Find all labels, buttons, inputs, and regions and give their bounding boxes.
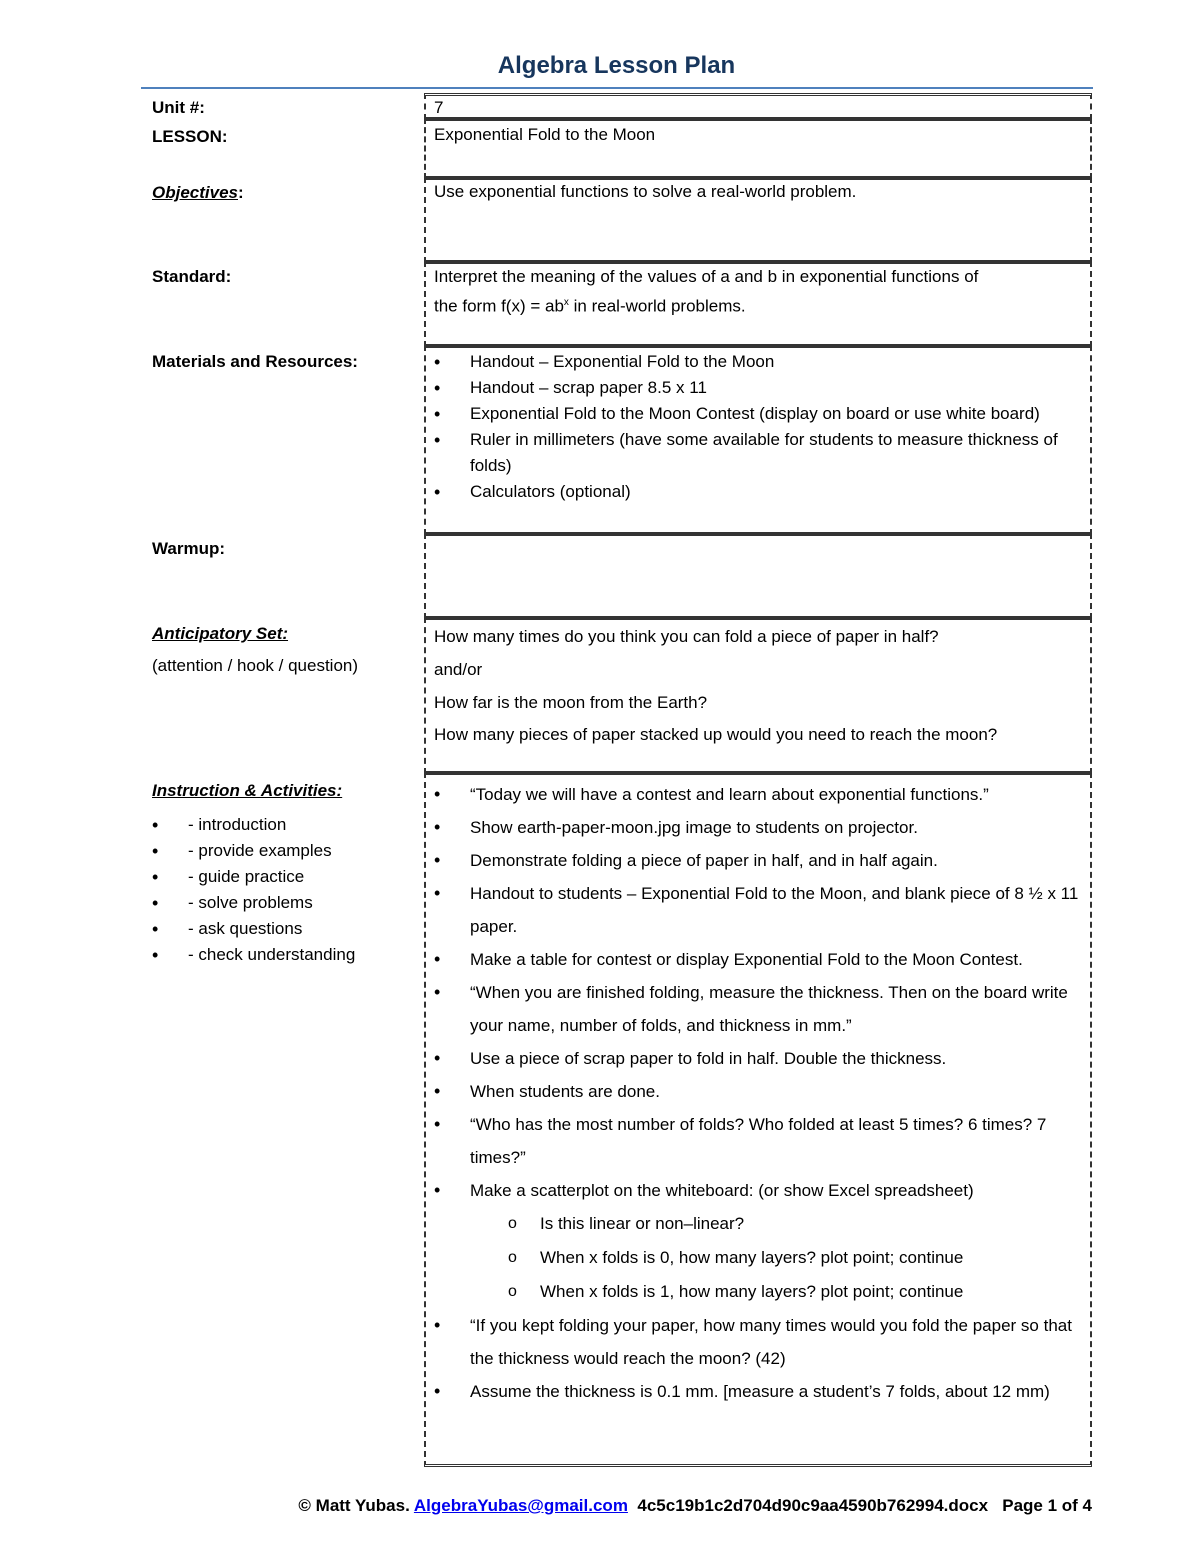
instruction-activities [434,778,1084,1408]
instruction-step: • - ask questions [152,916,402,942]
standard-superscript: x [563,297,569,308]
standard-value [434,264,1084,320]
warmup-box [424,533,1092,619]
warmup-label: Warmup: [152,539,226,558]
materials-item: • Handout – Exponential Fold to the Moon [434,349,1084,375]
activity-item: • Handout to students – Exponential Fold to the Moon, and blank piece of 8 ½ x 11 paper. [434,877,1084,943]
standard-line-2-post: in real-world problems. [568,296,746,316]
activity-item: • Make a table for contest or display Exponential Fold to the Moon Contest. [434,943,1084,976]
standard-line-2-pre: the form f(x) = ab [434,296,564,316]
activity-item: • Assume the thickness is 0.1 mm. [measure a student’s 7 folds, about 12 mm) [434,1375,1084,1408]
instruction-step: • - solve problems [152,890,402,916]
anticipatory-line: and/or [434,660,483,679]
page-footer [0,1496,1092,1516]
standard-line-1: Interpret the meaning of the values of a and b in exponential functions of [434,267,979,286]
footer-email-link[interactable]: AlgebraYubas@gmail.com [413,1496,628,1515]
objectives-label-text: Objectives [152,183,238,202]
anticipatory-sublabel: (attention / hook / question) [152,656,359,675]
objectives-value: Use exponential functions to solve a real-world problem. [434,182,857,201]
materials-item: • Exponential Fold to the Moon Contest (display on board or use white board) [434,401,1084,427]
unit-label: Unit #: [152,98,205,117]
standard-line-2 [434,290,1084,320]
instruction-steps [152,812,402,968]
instruction-step: • - provide examples [152,838,402,864]
activity-item: • Use a piece of scrap paper to fold in half. Double the thickness. [434,1042,1084,1075]
materials-label: Materials and Resources: [152,352,358,371]
instruction-label: Instruction & Activities: [152,781,343,800]
document-title: Algebra Lesson Plan [497,52,736,79]
anticipatory-line: How many times do you think you can fold a piece of paper in half? [434,627,939,646]
anticipatory-questions [434,620,1084,751]
lesson-value: Exponential Fold to the Moon [434,125,656,144]
activity-subitem: o When x folds is 0, how many layers? plot point; continue [434,1241,1084,1275]
activity-item: • “When you are finished folding, measure the thickness. Then on the board write your name, number of folds, and thickness in mm.” [434,976,1084,1042]
anticipatory-line: How far is the moon from the Earth? [434,693,708,712]
activity-subitem: o Is this linear or non–linear? [434,1207,1084,1241]
activity-item: • “If you kept folding your paper, how many times would you fold the paper so that the thickness would reach the moon? (42) [434,1309,1084,1375]
objectives-label-colon: : [238,183,244,202]
standard-label: Standard: [152,267,232,286]
footer-filename: 4c5c19b1c2d704d90c9aa4590b762994.docx [637,1496,989,1515]
activity-item: • Demonstrate folding a piece of paper in half, and in half again. [434,844,1084,877]
materials-item: • Handout – scrap paper 8.5 x 11 [434,375,1084,401]
lesson-label: LESSON: [152,127,228,146]
anticipatory-line: How many pieces of paper stacked up would you need to reach the moon? [434,725,998,744]
activity-item: • “Today we will have a contest and learn about exponential functions.” [434,778,1084,811]
instruction-step: • - introduction [152,812,402,838]
materials-item: • Ruler in millimeters (have some available for students to measure thickness of folds) [434,427,1084,479]
activity-item: • When students are done. [434,1075,1084,1108]
instruction-step: • - guide practice [152,864,402,890]
footer-author: © Matt Yubas. [298,1496,410,1515]
activity-subitem: o When x folds is 1, how many layers? plot point; continue [434,1275,1084,1309]
materials-list [434,349,1084,505]
activity-item: • Show earth-paper-moon.jpg image to students on projector. [434,811,1084,844]
materials-item: • Calculators (optional) [434,479,1084,505]
unit-value: 7 [434,98,444,117]
title-rule [141,87,1093,89]
anticipatory-label: Anticipatory Set: [152,624,289,643]
activity-item: • Make a scatterplot on the whiteboard: (or show Excel spreadsheet) [434,1174,1084,1207]
objectives-label [152,180,244,206]
activity-item: • “Who has the most number of folds? Who folded at least 5 times? 6 times? 7 times?” [434,1108,1084,1174]
footer-page-number: Page 1 of 4 [1002,1496,1092,1515]
instruction-step: • - check understanding [152,942,402,968]
